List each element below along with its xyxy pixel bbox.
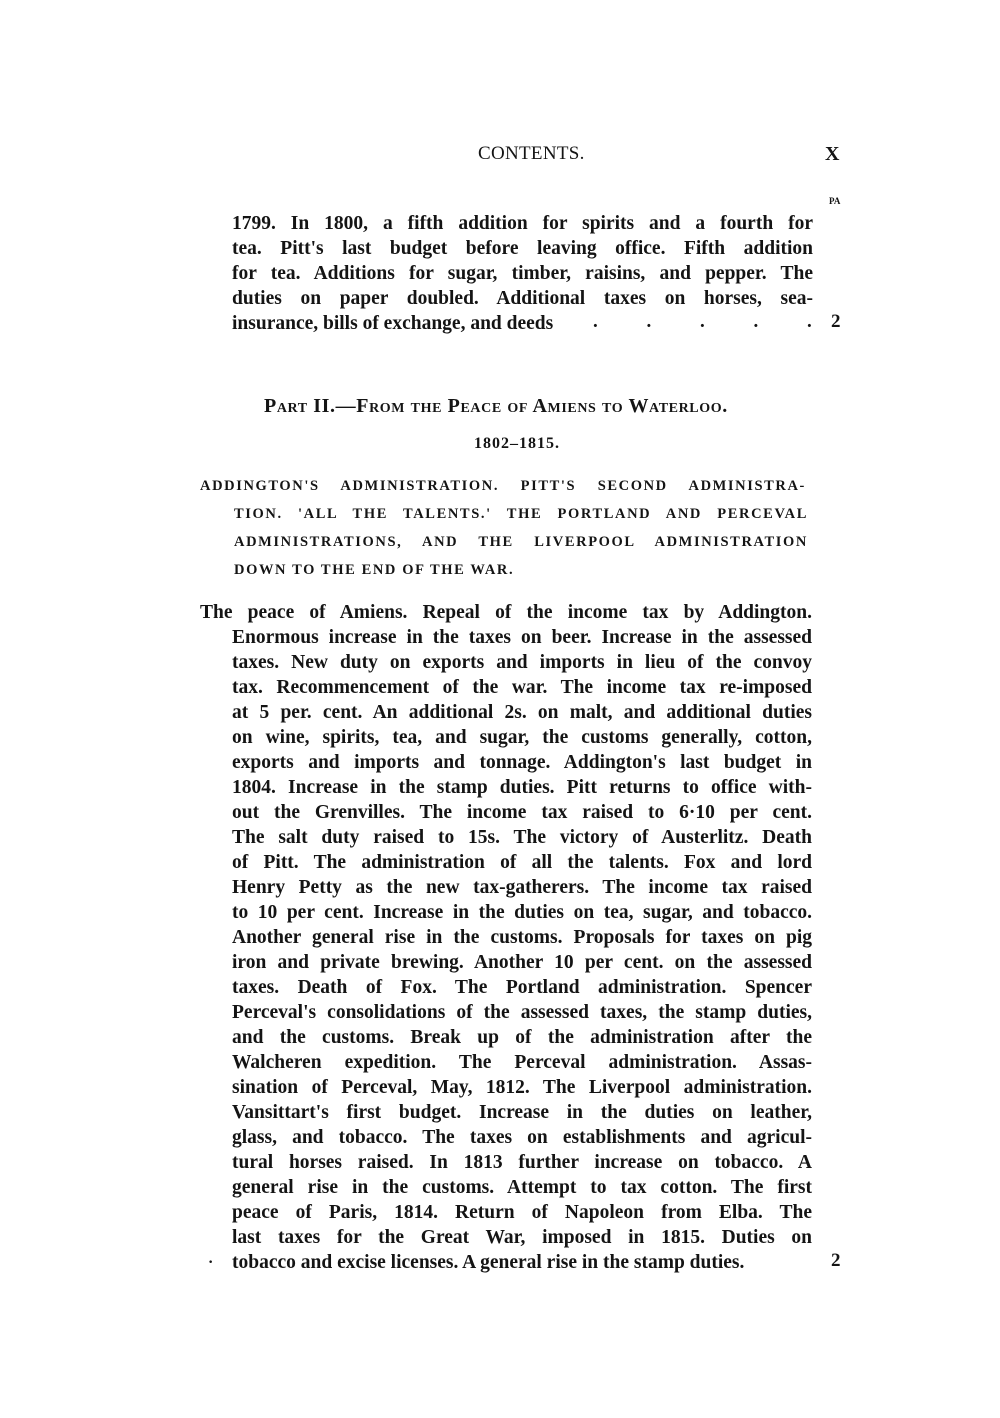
dot-leader: . . . . . bbox=[593, 311, 834, 332]
body-line: general rise in the customs. Attempt to tax cotton. The first bbox=[232, 1177, 812, 1198]
body-line: at 5 per. cent. An additional 2s. on malt, and additional duties bbox=[232, 702, 812, 723]
body-line: Henry Petty as the new tax-gatherers. The income tax raised bbox=[232, 877, 812, 898]
summary-line: DOWN TO THE END OF THE WAR. bbox=[234, 562, 515, 578]
body-line: tural horses raised. In 1813 further increase on tobacco. A bbox=[232, 1152, 812, 1173]
part1-line: 1799. In 1800, a fifth addition for spirits and a fourth for bbox=[232, 213, 813, 234]
body-line: Vansittart's first budget. Increase in the duties on leather, bbox=[232, 1102, 812, 1123]
body-line: 1804. Increase in the stamp duties. Pitt returns to office with- bbox=[232, 777, 812, 798]
part2-page-ref: 2 bbox=[831, 1250, 841, 1271]
body-line: of Pitt. The administration of all the talents. Fox and lord bbox=[232, 852, 812, 873]
body-line: taxes. New duty on exports and imports in lieu of the convoy bbox=[232, 652, 812, 673]
body-line: sination of Perceval, May, 1812. The Liverpool administration. bbox=[232, 1077, 812, 1098]
stray-print-mark: · bbox=[208, 1254, 214, 1271]
body-line: out the Grenvilles. The income tax raised to 6·10 per cent. bbox=[232, 802, 812, 823]
summary-line: ADMINISTRATIONS, AND THE LIVERPOOL ADMINISTRATION bbox=[234, 534, 808, 550]
body-line: taxes. Death of Fox. The Portland administration. Spencer bbox=[232, 977, 812, 998]
summary-line: TION. 'ALL THE TALENTS.' THE PORTLAND AND PERCEVAL bbox=[234, 506, 808, 522]
summary-line: ADDINGTON'S ADMINISTRATION. PITT'S SECOND ADMINISTRA- bbox=[200, 478, 806, 494]
body-line: tax. Recommencement of the war. The income tax re-imposed bbox=[232, 677, 812, 698]
page-number: X bbox=[825, 143, 840, 165]
body-line: tobacco and excise licenses. A general rise in the stamp duties. bbox=[232, 1252, 745, 1273]
part1-line: tea. Pitt's last budget before leaving office. Fifth addition bbox=[232, 238, 813, 259]
body-line: to 10 per cent. Increase in the duties on tea, sugar, and tobacco. bbox=[232, 902, 812, 923]
body-line: last taxes for the Great War, imposed in 1815. Duties on bbox=[232, 1227, 812, 1248]
body-line: Another general rise in the customs. Proposals for taxes on pig bbox=[232, 927, 812, 948]
body-line: Walcheren expedition. The Perceval administration. Assas- bbox=[232, 1052, 812, 1073]
part1-page-ref: 2 bbox=[831, 311, 841, 332]
body-line: and the customs. Break up of the administration after the bbox=[232, 1027, 812, 1048]
page-column-label: PA bbox=[829, 196, 841, 206]
body-line: on wine, spirits, tea, and sugar, the customs generally, cotton, bbox=[232, 727, 812, 748]
part1-line: duties on paper doubled. Additional taxes on horses, sea- bbox=[232, 288, 813, 309]
body-line: The peace of Amiens. Repeal of the income tax by Addington. bbox=[200, 602, 812, 623]
body-line: Enormous increase in the taxes on beer. Increase in the assessed bbox=[232, 627, 812, 648]
part1-line: insurance, bills of exchange, and deeds bbox=[232, 313, 554, 334]
body-line: peace of Paris, 1814. Return of Napoleon from Elba. The bbox=[232, 1202, 812, 1223]
running-head: CONTENTS. bbox=[478, 143, 585, 164]
body-line: Perceval's consolidations of the assessed taxes, the stamp duties, bbox=[232, 1002, 812, 1023]
part-title: Part II.—From the Peace of Amiens to Waterloo. bbox=[264, 395, 728, 417]
body-line: The salt duty raised to 15s. The victory of Austerlitz. Death bbox=[232, 827, 812, 848]
body-line: glass, and tobacco. The taxes on establishments and agricul- bbox=[232, 1127, 812, 1148]
body-line: exports and imports and tonnage. Addington's last budget in bbox=[232, 752, 812, 773]
part-dates: 1802–1815. bbox=[474, 435, 560, 452]
body-line: iron and private brewing. Another 10 per cent. on the assessed bbox=[232, 952, 812, 973]
part1-line: for tea. Additions for sugar, timber, raisins, and pepper. The bbox=[232, 263, 813, 284]
